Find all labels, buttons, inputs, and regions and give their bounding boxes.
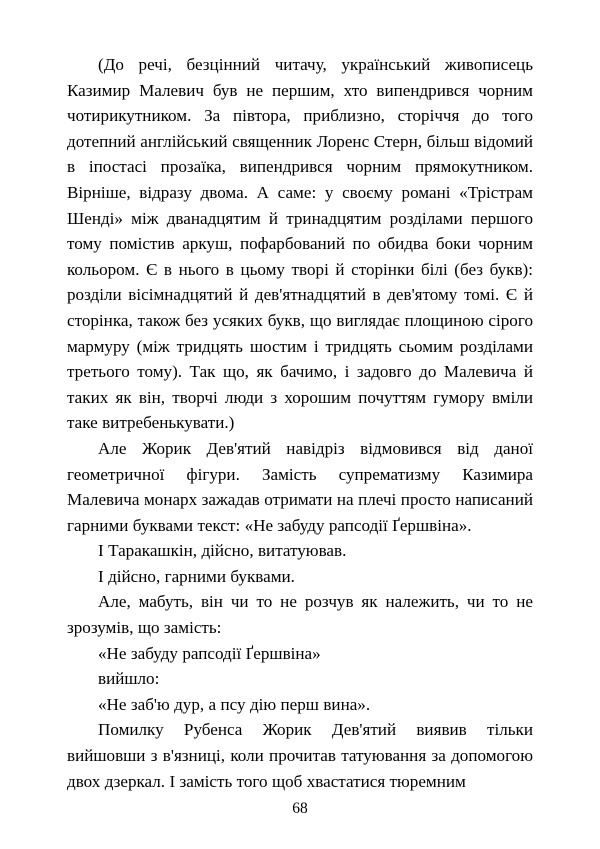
paragraph-1: (До речі, безцінний читачу, український живописець Казимир Малевич був не першим, хто випендрився чорним чотирикутником. За півтора, приблизно, сторіччя до того дотепний англійський священник Лоренс Стерн, більш відомий в іпостасі прозаїка, випендрився чорним прямокутником. Вірніше, відразу двома. А саме: у своєму романі «Трістрам Шенді» між дванадцятим й тринадцятим розділами першого тому помістив аркуш, пофарбований по обидва боки чорним кольором. Є в нього в цьому творі й сторінки білі (без букв): розділи вісімнадцятий й дев'ятнадцятий в дев'ятому томі. Є й сторінка, також без усяких букв, що виглядає площиною сірого мармуру (між тридцять шостим і тридцять сьомим розділами третього тому). Так що, як бачимо, і задовго до Малевича й таких як він, творчі люди з хорошим почуттям гумору вміли таке витребенькувати.) xyxy=(67,55,533,433)
paragraph-2: Але Жорик Дев'ятий навідріз відмовився від даної геометричної фігури. Замість супрематизму Казимира Малевича монарх зажадав отримати на плечі просто написаний гарними буквами текст: «Не забуду рапсодії Ґершвіна». xyxy=(67,438,533,535)
paragraph-7: вийшло: xyxy=(98,669,160,689)
paragraph-4: І дійсно, гарними буквами. xyxy=(98,566,295,586)
paragraph-6-quote: «Не забуду рапсодії Ґершвіна» xyxy=(98,643,321,663)
paragraph-8-quote: «Не заб'ю дур, а псу дію перш вина». xyxy=(98,694,371,714)
paragraph-5: Але, мабуть, він чи то не розчув як належить, чи то не зрозумів, що замість: xyxy=(67,592,533,638)
paragraph-9: Помилку Рубенса Жорик Дев'ятий виявив тільки вийшовши з в'язниці, коли прочитав татуювання за допомогою двох дзеркал. І замість того щоб хвастатися тюремним xyxy=(67,720,533,791)
page-number: 68 xyxy=(292,800,308,817)
paragraph-3: І Таракашкін, дійсно, витатуював. xyxy=(98,541,347,561)
body-text xyxy=(67,52,533,794)
